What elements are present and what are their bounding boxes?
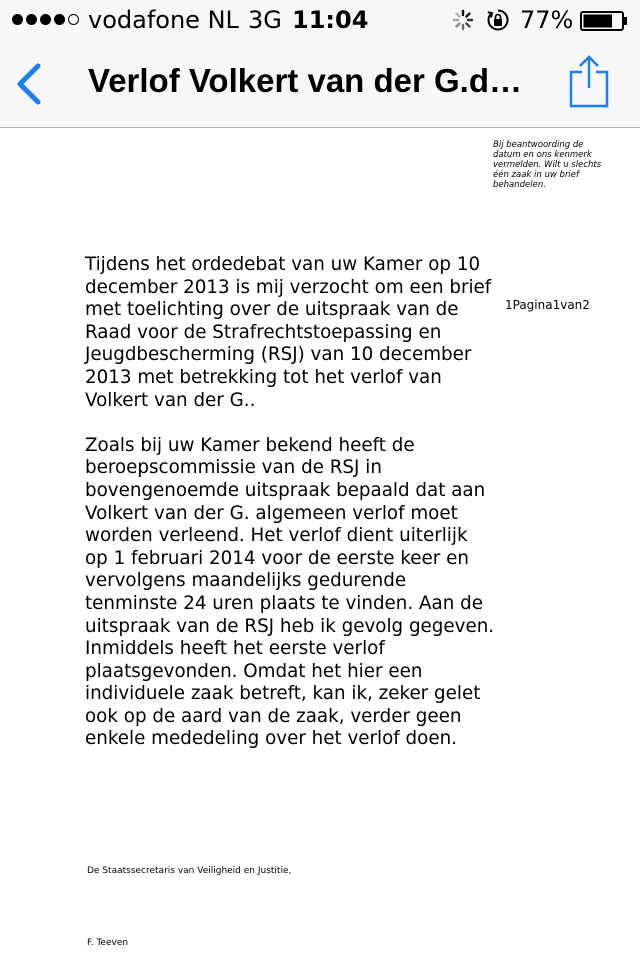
signature-name: F. Teeven	[87, 938, 129, 948]
activity-spinner-icon	[452, 9, 474, 31]
rotation-lock-icon	[486, 8, 510, 32]
page-number: 1Pagina1van2	[505, 298, 590, 312]
carrier-name: vodafone NL	[88, 6, 239, 34]
network-type: 3G	[248, 6, 282, 34]
document-view[interactable]	[0, 128, 640, 960]
share-button[interactable]	[566, 54, 612, 110]
signal-strength-icon	[12, 14, 79, 25]
battery-icon	[580, 11, 628, 31]
reference-note: Bij beantwoording de datum en ons kenmerk vermelden. Wilt u slechts één zaak in uw brief behandelen.	[493, 140, 602, 190]
paragraph-2: Zoals bij uw Kamer bekend heeft de beroepscommissie van de RSJ in bovengenoemde uitspraak bepaald dat aan Volkert van der G. algemeen verlof moet worden verleend. Het verlof dient uiterlijk op 1 februari 2014 voor de eerste keer en vervolgens maandelijks gedurende tenminste 24 uren plaats te vinden. Aan de uitspraak van de RSJ heb ik gevolg gegeven. Inmiddels heeft het eerste verlof plaatsgevonden. Omdat het hier een individuele zaak betreft, kan ik, zeker gelet ook op de aard van de zaak, verder geen enkele mededeling over het verlof doen.	[85, 434, 495, 750]
page-title: Verlof Volkert van der G.d…	[88, 62, 523, 99]
battery-percentage: 77%	[520, 6, 574, 34]
status-time: 11:04	[292, 6, 369, 34]
letter-body	[85, 254, 495, 751]
paragraph-1: Tijdens het ordedebat van uw Kamer op 10 december 2013 is mij verzocht om een brief met toelichting over de uitspraak van de Raad voor de Strafrechtstoepassing en Jeugdbescherming (RSJ) van 10 december 2013 met betrekking tot het verlof van Volkert van der G..	[85, 254, 492, 411]
navigation-bar	[0, 40, 640, 128]
back-button[interactable]	[12, 62, 48, 106]
signoff-line: De Staatssecretaris van Veiligheid en Justitie,	[87, 866, 292, 876]
status-bar	[0, 0, 640, 40]
